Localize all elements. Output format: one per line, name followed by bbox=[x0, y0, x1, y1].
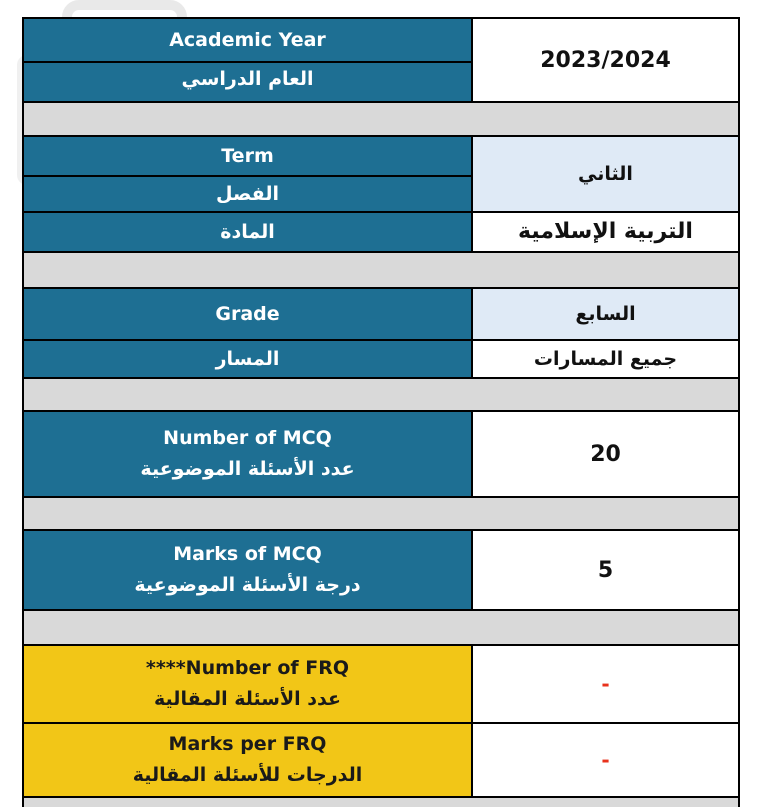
mcq-marks-value bbox=[473, 531, 738, 609]
track-label-ar: المسار bbox=[215, 348, 280, 370]
frq-marks-value bbox=[473, 724, 738, 796]
term-label-en: Term bbox=[221, 145, 274, 167]
subject-label bbox=[24, 213, 471, 251]
subject-label-ar: المادة bbox=[220, 221, 275, 243]
mcq-marks-label-en: Marks of MCQ bbox=[173, 543, 322, 565]
separator-row bbox=[24, 498, 738, 529]
mcq-marks-value-text: 5 bbox=[597, 557, 614, 583]
mcq-count-label-ar: عدد الأسئلة الموضوعية bbox=[140, 458, 355, 480]
frq-marks-label bbox=[24, 724, 471, 796]
row-subject bbox=[22, 213, 740, 251]
row-track bbox=[22, 341, 740, 377]
academic-year-label-en: Academic Year bbox=[169, 29, 326, 51]
separator-row bbox=[24, 253, 738, 287]
separator-row bbox=[24, 611, 738, 644]
row-frq-marks bbox=[22, 724, 740, 796]
track-label bbox=[24, 341, 471, 377]
mcq-count-label-en: Number of MCQ bbox=[163, 427, 332, 449]
term-label-en-cell bbox=[24, 137, 471, 175]
term-value-text: الثاني bbox=[578, 163, 633, 185]
frq-count-value-text: - bbox=[601, 672, 610, 696]
mcq-count-value bbox=[473, 412, 738, 496]
mcq-count-label bbox=[24, 412, 471, 496]
frq-marks-label-en: Marks per FRQ bbox=[168, 733, 327, 755]
track-value bbox=[473, 341, 738, 377]
term-value bbox=[473, 137, 738, 211]
academic-year-label bbox=[24, 19, 471, 101]
subject-value-text: التربية الإسلامية bbox=[518, 219, 693, 244]
subject-value bbox=[473, 213, 738, 251]
academic-year-label-ar: العام الدراسي bbox=[181, 68, 314, 90]
term-label-ar: الفصل bbox=[215, 183, 279, 205]
mcq-marks-label-ar: درجة الأسئلة الموضوعية bbox=[134, 574, 361, 596]
row-mcq-count bbox=[22, 412, 740, 496]
row-term bbox=[22, 137, 740, 211]
grade-value-text: السابع bbox=[575, 303, 636, 325]
grade-label-en: Grade bbox=[215, 303, 280, 325]
exam-spec-table bbox=[22, 17, 740, 807]
track-value-text: جميع المسارات bbox=[533, 348, 678, 370]
frq-count-label bbox=[24, 646, 471, 722]
frq-count-label-ar: عدد الأسئلة المقالية bbox=[154, 688, 341, 710]
row-frq-count bbox=[22, 646, 740, 722]
frq-marks-label-ar: الدرجات للأسئلة المقالية bbox=[132, 764, 363, 786]
frq-count-value bbox=[473, 646, 738, 722]
mcq-marks-label bbox=[24, 531, 471, 609]
frq-count-label-en: ****Number of FRQ bbox=[145, 657, 350, 679]
grade-value bbox=[473, 289, 738, 339]
row-mcq-marks bbox=[22, 531, 740, 609]
mcq-count-value-text: 20 bbox=[590, 441, 621, 467]
row-grade bbox=[22, 289, 740, 339]
frq-marks-value-text: - bbox=[601, 748, 610, 772]
grade-label bbox=[24, 289, 471, 339]
separator-row bbox=[24, 379, 738, 410]
separator-row bbox=[24, 103, 738, 135]
term-label-ar-cell bbox=[24, 177, 471, 211]
academic-year-value bbox=[473, 19, 738, 101]
separator-row bbox=[24, 798, 738, 807]
row-academic-year bbox=[22, 19, 740, 101]
academic-year-text: 2023/2024 bbox=[540, 47, 671, 73]
